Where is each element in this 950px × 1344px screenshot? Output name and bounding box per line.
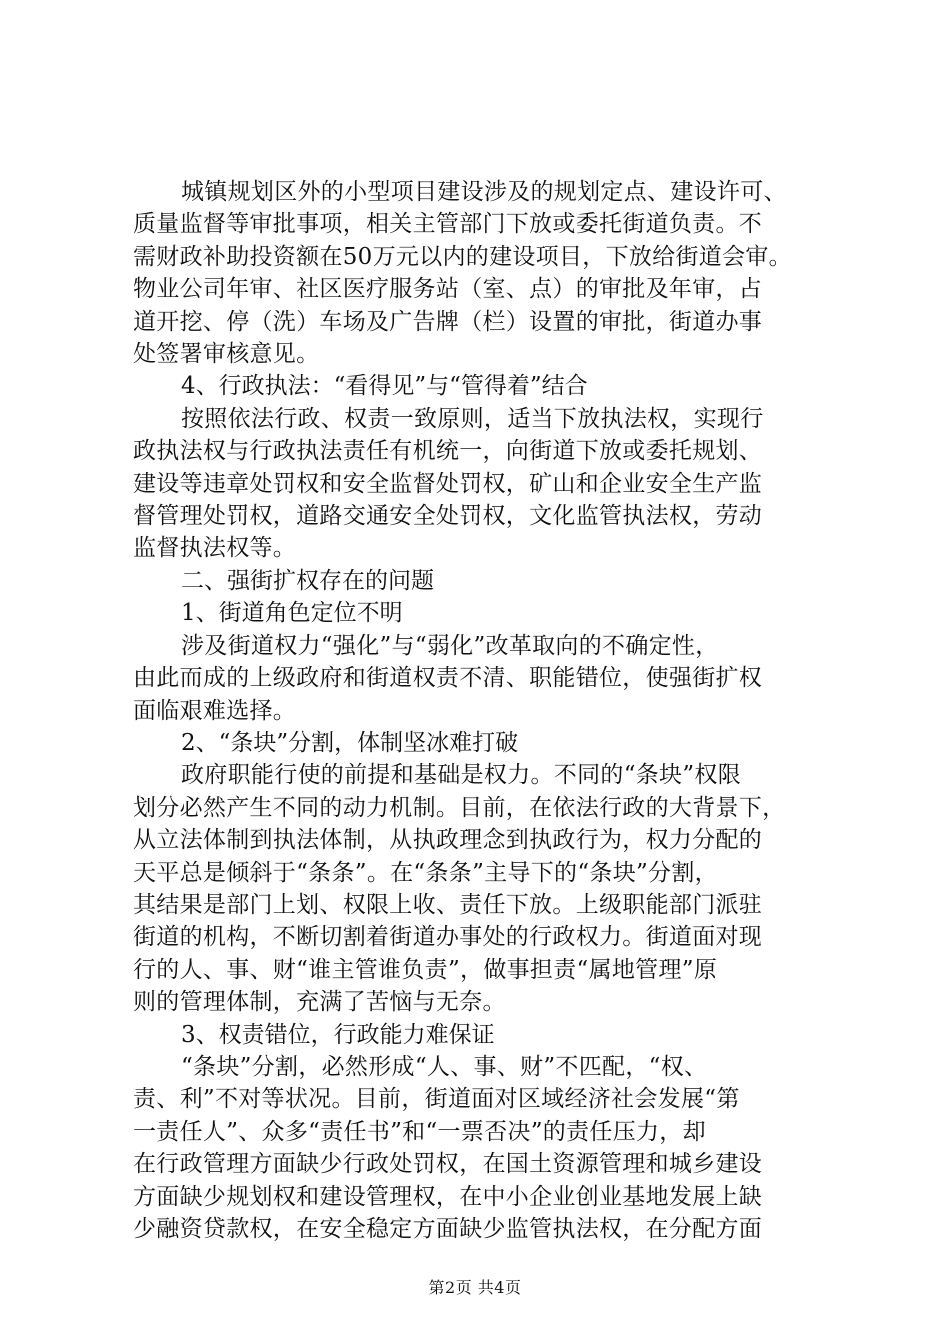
- section-heading-power-mismatch: 3、权责错位，行政能力难保证: [181, 1021, 495, 1048]
- paragraph-3: [133, 630, 831, 727]
- page-number-footer: 第2页 共4页: [428, 1278, 522, 1297]
- text-line: 质量监督等审批事项，相关主管部门下放或委托街道负责。不: [133, 211, 763, 238]
- text-line: 城镇规划区外的小型项目建设涉及的规划定点、建设许可、: [181, 179, 787, 205]
- text-line: 物业公司年审、社区医疗服务站（室、点）的审批及年审，占: [133, 276, 763, 303]
- text-line: 政府职能行使的前提和基础是权力。不同的“条块”权限: [181, 762, 742, 789]
- paragraph-2: [133, 403, 831, 565]
- text-line: 督管理处罚权，道路交通安全处罚权，文化监管执法权，劳动: [133, 503, 763, 530]
- text-line: 需财政补助投资额在50万元以内的建设项目，下放给街道会审。: [133, 243, 792, 270]
- text-line: 涉及街道权力“强化”与“弱化”改革取向的不确定性，: [181, 632, 719, 659]
- text-line: 划分必然产生不同的动力机制。目前，在依法行政的大背景下，: [133, 794, 786, 821]
- text-line: 少融资贷款权，在安全稳定方面缺少监管执法权，在分配方面: [133, 1216, 763, 1242]
- text-line: 则的管理体制，充满了苦恼与无奈。: [133, 989, 506, 1016]
- text-line: 监督执法权等。: [133, 535, 297, 562]
- paragraph-1: [133, 176, 831, 370]
- text-line: 责、利”不对等状况。目前，街道面对区域经济社会发展“第: [133, 1086, 740, 1113]
- text-line: 按照依法行政、权责一致原则，适当下放执法权，实现行: [181, 405, 764, 432]
- text-line: 道开挖、停（洗）车场及广告牌（栏）设置的审批，街道办事: [133, 308, 763, 335]
- text-line: 行的人、事、财“谁主管谁负责”，做事担责“属地管理”原: [133, 956, 718, 983]
- text-line: 处签署审核意见。: [133, 341, 320, 368]
- section-heading-administrative-enforcement: 4、行政执法：“看得见”与“管得着”结合: [181, 373, 588, 400]
- text-line: 街道的机构，不断切割着街道办事处的行政权力。街道面对现: [133, 924, 763, 951]
- text-line: 其结果是部门上划、权限上收、责任下放。上级职能部门派驻: [133, 891, 763, 918]
- section-heading-segmentation: 2、“条块”分割，体制坚冰难打破: [181, 729, 519, 756]
- text-line: 面临艰难选择。: [133, 697, 297, 724]
- text-line: “条块”分割，必然形成“人、事、财”不匹配，“权、: [181, 1053, 708, 1080]
- section-heading-role-unclear: 1、街道角色定位不明: [181, 600, 403, 627]
- text-line: 政执法权与行政执法责任有机统一，向街道下放或委托规划、: [133, 438, 763, 465]
- text-line: 方面缺少规划权和建设管理权，在中小企业创业基地发展上缺: [133, 1183, 763, 1210]
- document-body: [133, 176, 831, 1245]
- text-line: 建设等违章处罚权和安全监督处罚权，矿山和企业安全生产监: [133, 470, 763, 497]
- section-heading-problems: 二、强街扩权存在的问题: [181, 567, 434, 594]
- text-line: 一责任人”、众多“责任书”和“一票否决”的责任压力，却: [133, 1118, 706, 1145]
- text-line: 从立法体制到执法体制，从执政理念到执政行为，权力分配的: [133, 827, 763, 854]
- paragraph-5: [133, 1051, 831, 1245]
- paragraph-4: [133, 759, 831, 1018]
- text-line: 天平总是倾斜于“条条”。在“条条”主导下的“条块”分割，: [133, 859, 718, 886]
- text-line: 在行政管理方面缺少行政处罚权，在国土资源管理和城乡建设: [133, 1151, 763, 1178]
- text-line: 由此而成的上级政府和街道权责不清、职能错位，使强街扩权: [133, 665, 763, 692]
